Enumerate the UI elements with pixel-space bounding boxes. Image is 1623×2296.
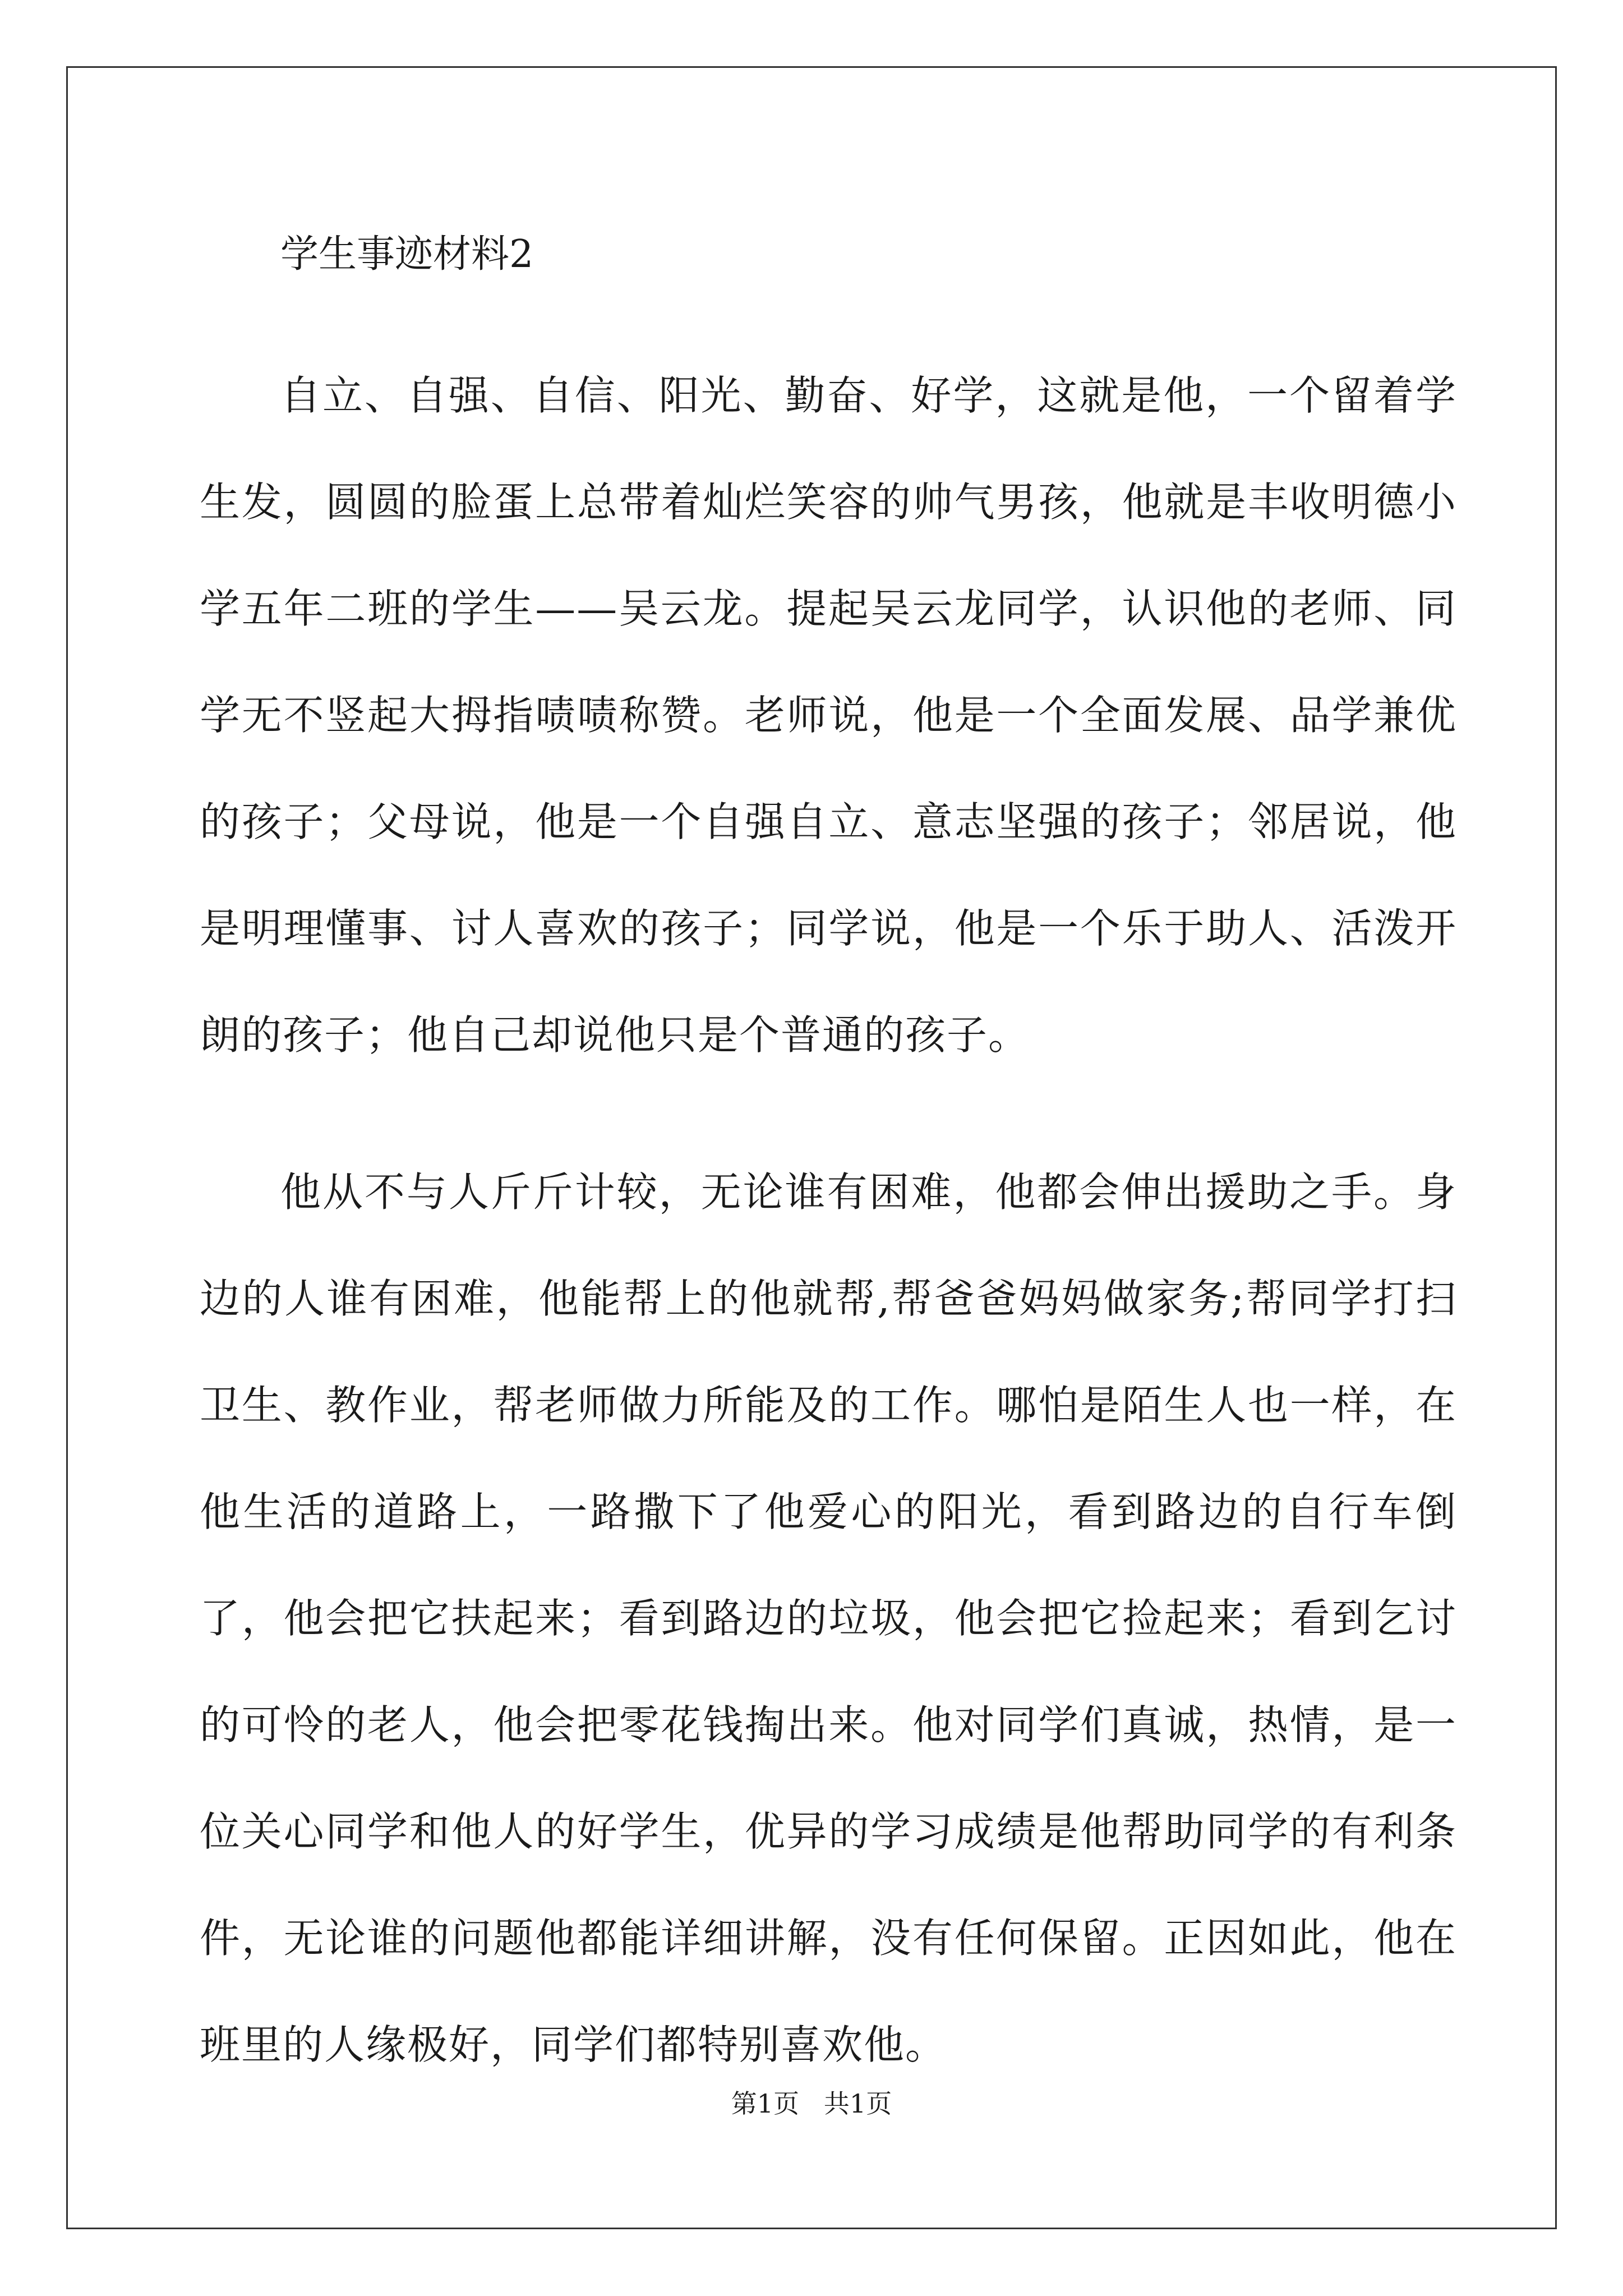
document-title: 学生事迹材料2: [280, 232, 534, 277]
page-footer: 第1页 共1页: [731, 2088, 892, 2119]
document-body: [200, 226, 1457, 2098]
paragraph-2: 他从不与人斤斤计较，无论谁有困难，他都会伸出援助之手。身边的人谁有困难，他能帮上的他就帮,帮爸爸妈妈做家务;帮同学打扫卫生、教作业，帮老师做力所能及的工作。哪怕是陌生人也一样，在他生活的道路上，一路撒下了他爱心的阳光，看到路边的自行车倒了，他会把它扶起来；看到路边的垃圾，他会把它捡起来；看到乞讨的可怜的老人，他会把零花钱掏出来。他对同学们真诚，热情，是一位关心同学和他人的好学生，优异的学习成绩是他帮助同学的有利条件，无论谁的问题他都能详细讲解，没有任何保留。正因如此，他在班里的人缘极好，同学们都特别喜欢他。: [200, 1168, 1457, 2068]
paragraph-1: 自立、自强、自信、阳光、勤奋、好学，这就是他，一个留着学生发，圆圆的脸蛋上总带着灿烂笑容的帅气男孩，他就是丰收明德小学五年二班的学生——吴云龙。提起吴云龙同学，认识他的老师、同学无不竖起大拇指啧啧称赞。老师说，他是一个全面发展、品学兼优的孩子；父母说，他是一个自强自立、意志坚强的孩子；邻居说，他是明理懂事、讨人喜欢的孩子；同学说，他是一个乐于助人、活泼开朗的孩子；他自己却说他只是个普通的孩子。: [200, 372, 1457, 1059]
